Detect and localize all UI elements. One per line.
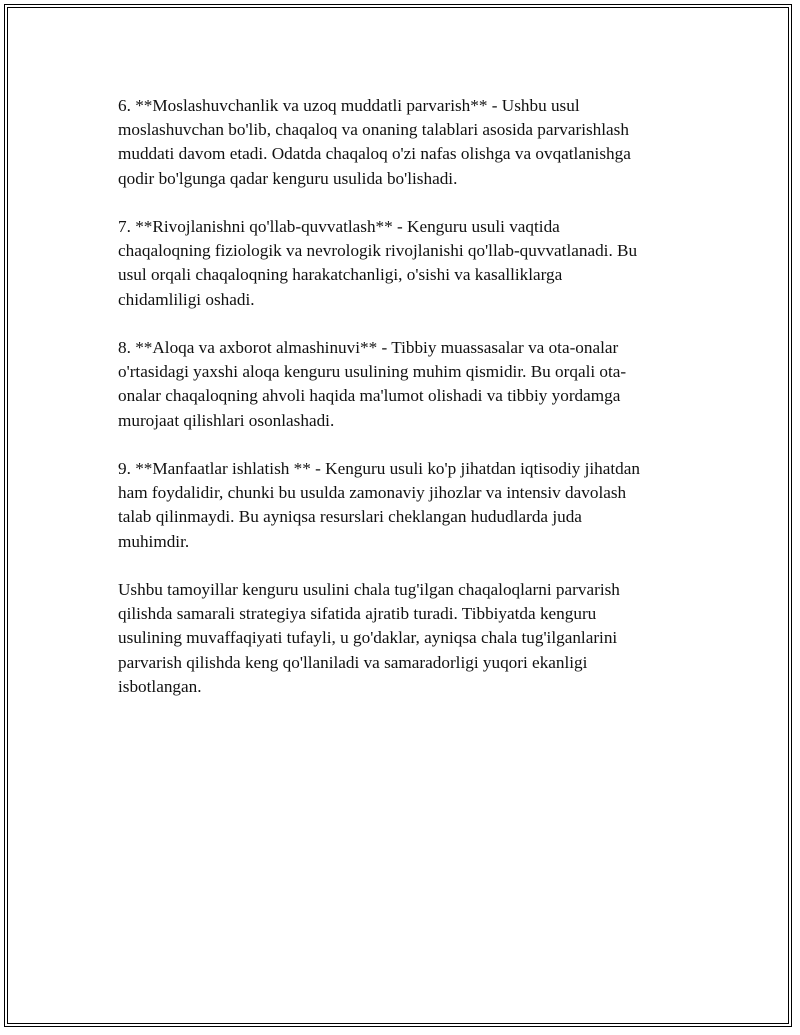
paragraph-development-support: 7. **Rivojlanishni qo'llab-quvvatlash** - Kenguru usuli vaqtida chaqaloqning fiziologik va nevrologik rivojlanishi qo'llab-quvvatlanadi. Bu usul orqali chaqaloqning harakatchanligi, o'sishi va kasalliklarga chidamliligi oshadi. xyxy=(118,217,638,309)
paragraph-flexibility: 6. **Moslashuvchanlik va uzoq muddatli parvarish** - Ushbu usul moslashuvchan bo'lib, chaqaloq va onaning talablari asosida parvarishlash muddati davom etadi. Odatda chaqaloq o'zi nafas olishga va ovqatlanishga qodir bo'lgunga qadar kenguru usulida bo'lishadi. xyxy=(118,96,631,188)
document-body xyxy=(118,94,684,723)
paragraph-conclusion: Ushbu tamoyillar kenguru usulini chala tug'ilgan chaqaloqlarni parvarish qilishda samarali strategiya sifatida ajratib turadi. Tibbiyatda kenguru usulining muvaffaqiyati tufayli, u go'daklar, ayniqsa chala tug'ilganlarini parvarish qilishda keng qo'llaniladi va samaradorligi yuqori ekanligi isbotlangan. xyxy=(118,580,620,696)
paragraph-benefits: 9. **Manfaatlar ishlatish ** - Kenguru usuli ko'p jihatdan iqtisodiy jihatdan ham foydalidir, chunki bu usulda zamonaviy jihozlar va intensiv davolash talab qilinmaydi. Bu ayniqsa resurslari cheklangan hududlarda juda muhimdir. xyxy=(118,459,640,551)
paragraph-communication: 8. **Aloqa va axborot almashinuvi** - Tibbiy muassasalar va ota-onalar o'rtasidagi yaxshi aloqa kenguru usulining muhim qismidir. Bu orqali ota- onalar chaqaloqning ahvoli haqida ma'lumot olishadi va tibbiy yordamga murojaat qilishlari osonlashadi. xyxy=(118,338,627,430)
